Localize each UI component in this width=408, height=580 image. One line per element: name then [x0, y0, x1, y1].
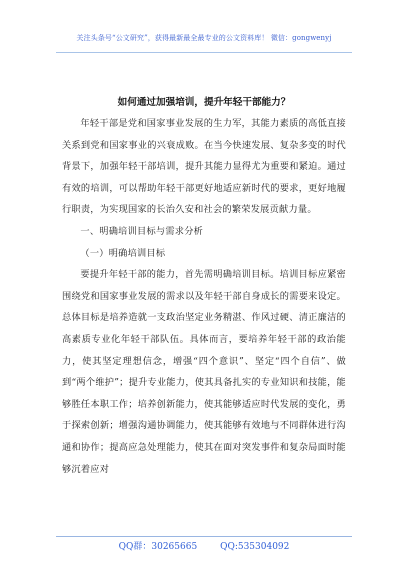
header-promo-note: 关注头条号“公文研究”，获得最新最全最专业的公文资料库！ 微信：gongwenyj [76, 34, 332, 42]
document-body [62, 113, 346, 480]
section-heading: 一、明确培训目标与需求分析 [80, 225, 204, 237]
footer-divider [56, 536, 352, 537]
document-title: 如何通过加强培训，提升年轻干部能力？ [117, 97, 291, 108]
subsection-paragraph: 要提升年轻干部的能力，首先需明确培训目标。培训目标应紧密围绕党和国家事业发展的需求以及年轻干部自身成长的需要来设定。总体目标是培养造就一支政治坚定业务精湛、作风过硬、清正廉洁的高素质专业化年轻干部队伍。具体而言，要培养年轻干部的政治能力，使其坚定理想信念，增强“四个意识”、坚定“四个自信”、做到“两个维护”；提升专业能力，使其具备扎实的专业知识和技能，能够胜任本职工作；培养创新能力，使其能够适应时代发展的变化，勇于探索创新；增强沟通协调能力，使其能够有效地与不同群体进行沟通和协作；提高应急处理能力，使其在面对突发事件和复杂局面时能够沉着应对 [62, 269, 346, 475]
footer-contact [0, 539, 408, 552]
footer-qq-group: QQ群：30265665 [118, 542, 198, 552]
header-divider [56, 52, 352, 53]
footer-qq: QQ:535304092 [220, 542, 290, 552]
subsection-heading: （一）明确培训目标 [80, 247, 166, 259]
intro-paragraph: 年轻干部是党和国家事业发展的生力军，其能力素质的高低直接关系到党和国家事业的兴衰成败。在当今快速发展、复杂多变的时代背景下，加强年轻干部培训，提升其能力显得尤为重要和紧迫。通过有效的培训，可以帮助年轻干部更好地适应新时代的要求，更好地履行职责，为实现国家的长治久安和社会的繁荣发展贡献力量。 [62, 118, 346, 216]
